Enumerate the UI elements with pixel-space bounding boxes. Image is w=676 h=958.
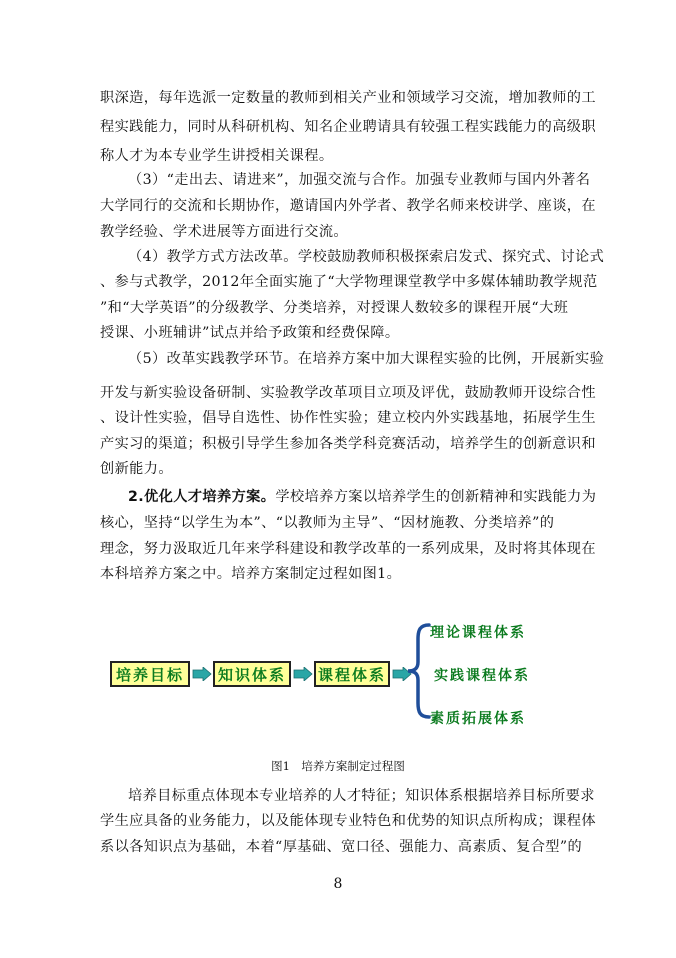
box-course-system: 课程体系 — [314, 661, 390, 687]
text-line: 授课、小班辅讲”试点并给予政策和经费保障。 — [100, 325, 400, 341]
page-number: 8 — [333, 876, 343, 892]
section-heading: 2.优化人才培养方案。 — [128, 489, 276, 505]
branch-quality-expansion: 素质拓展体系 — [430, 711, 526, 727]
text-fragment: 学校培养方案以培养学生的创新精神和实践能力为 — [275, 489, 597, 505]
text-line: 理念，努力汲取近几年来学科建设和教学改革的一系列成果，及时将其体现在 — [100, 541, 596, 557]
text-line: 系以各知识点为基础，本着“厚基础、宽口径、强能力、高素质、复合型”的 — [100, 839, 583, 855]
text-line: ”和“大学英语”的分级教学、分类培养，对授课人数较多的课程开展“大班 — [100, 300, 569, 316]
text-line: 培养目标重点体现本专业培养的人才特征；知识体系根据培养目标所要求 — [128, 788, 595, 804]
text-line: 学生应具备的业务能力，以及能体现专业特色和优势的知识点所构成；课程体 — [100, 813, 596, 829]
text-line: （5）改革实践教学环节。在培养方案中加大课程实验的比例，开展新实验 — [128, 351, 605, 367]
text-line: 产实习的渠道；积极引导学生参加各类学科竞赛活动，培养学生的创新意识和 — [100, 436, 596, 452]
figure-caption: 图1 培养方案制定过程图 — [271, 759, 405, 773]
text-line: 、参与式教学，2012年全面实施了“大学物理课堂教学中多媒体辅助教学规范 — [100, 274, 598, 290]
branch-practice-courses: 实践课程体系 — [434, 668, 530, 684]
text-line: 核心，坚持“以学生为本”、“以教师为主导”、“因材施教、分类培养”的 — [100, 515, 555, 531]
text-line: 程实践能力，同时从科研机构、知名企业聘请具有较强工程实践能力的高级职 — [100, 119, 596, 135]
text-line: （4）教学方式方法改革。学校鼓励教师积极探索启发式、探究式、讨论式 — [128, 249, 605, 265]
text-line: 大学同行的交流和长期协作，邀请国内外学者、教学名师来校讲学、座谈，在 — [100, 198, 596, 214]
text-line: 开发与新实验设备研制、实验教学改革项目立项及评优，鼓励教师开设综合性 — [100, 385, 596, 401]
text-line: 称人才为本专业学生讲授相关课程。 — [100, 148, 334, 164]
text-line: 教学经验、学术进展等方面进行交流。 — [100, 224, 348, 240]
box-training-goal: 培养目标 — [110, 661, 190, 687]
text-line: 职深造，每年选派一定数量的教师到相关产业和领域学习交流，增加教师的工 — [100, 90, 596, 106]
curly-brace-icon — [405, 622, 433, 720]
text-line: 、设计性实验，倡导自选性、协作性实验；建立校内外实践基地，拓展学生生 — [100, 410, 596, 426]
box-knowledge-system: 知识体系 — [213, 661, 291, 687]
text-line: 本科培养方案之中。培养方案制定过程如图1。 — [100, 566, 402, 582]
text-line: （3）“走出去、请进来”，加强交流与合作。加强专业教师与国内外著名 — [128, 172, 591, 188]
branch-theory-courses: 理论课程体系 — [430, 625, 526, 641]
text-line — [128, 487, 597, 507]
right-arrow-icon — [192, 667, 212, 681]
right-arrow-icon — [293, 667, 313, 681]
text-line: 创新能力。 — [100, 461, 173, 477]
